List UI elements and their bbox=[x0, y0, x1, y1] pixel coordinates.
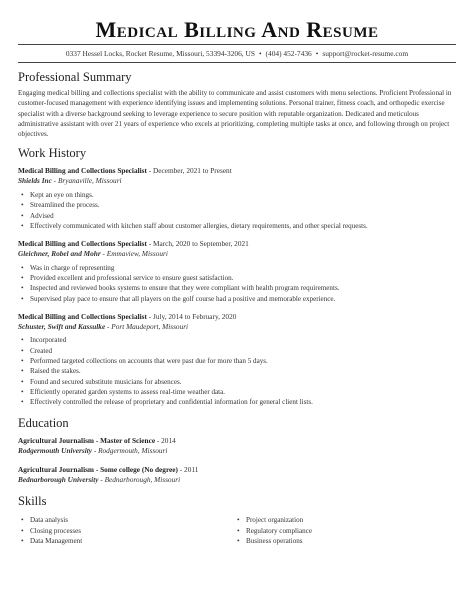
job-title: Medical Billing and Collections Specialist bbox=[18, 311, 147, 321]
school-location: - Rodgermouth, Missouri bbox=[92, 446, 168, 456]
work-history-section bbox=[18, 146, 456, 407]
list-item: • Performed targeted collections on accounts that were past due for more than 5 days. bbox=[18, 356, 456, 366]
list-item: • Raised the stakes. bbox=[18, 366, 456, 376]
list-item: • Efficiently operated garden systems to assess real-time weather data. bbox=[18, 387, 456, 397]
list-item: • Data Management bbox=[18, 536, 234, 546]
education-heading: Education bbox=[18, 416, 69, 431]
list-item: • Data analysis bbox=[18, 515, 234, 525]
list-item: • Incorporated bbox=[18, 335, 456, 345]
school-location: - Bednarborough, Missouri bbox=[98, 474, 181, 484]
employer-name: Gleichner, Robel and Mohr bbox=[18, 249, 101, 259]
job-dates: - July, 2014 to February, 2020 bbox=[146, 311, 237, 321]
degree-year: - 2011 bbox=[177, 464, 199, 474]
contact-email[interactable]: support@rocket-resume.com bbox=[322, 49, 409, 58]
degree-title: Agricultural Journalism - Master of Science bbox=[18, 436, 156, 446]
list-item: • Inspected and reviewed books systems to ensure that they were compliant with health program requirements. bbox=[18, 283, 456, 293]
summary-heading: Professional Summary bbox=[18, 70, 132, 84]
work-history-heading: Work History bbox=[18, 146, 87, 161]
skills-left-column bbox=[18, 515, 234, 546]
list-item: • Created bbox=[18, 346, 456, 356]
contact-phone: (404) 452-7436 bbox=[265, 49, 312, 58]
contact-line bbox=[18, 45, 456, 62]
job-entry bbox=[18, 312, 456, 408]
list-item: • Advised bbox=[18, 211, 456, 221]
list-item: • Supervised play pace to ensure that all players on the golf course had a positive and memorable experience. bbox=[18, 294, 456, 304]
list-item: • Regulatory compliance bbox=[234, 526, 450, 536]
contact-separator: • bbox=[315, 49, 319, 58]
job-bullets bbox=[18, 335, 456, 407]
summary-text: Engaging medical billing and collections specialist with the ability to communicate and assist customers with menu selections. Proficient Professional in customer-focused management with experience identifying issues and implementing solutions. Personal trainer, fitness coach, and orthopedic exercise specialist with a diverse background seeking to leverage experience to secure position with reputable organization. Dedicated and meticulous administrative assistant with over 21 years of experience who excels at prioritizing, completing multiple tasks at once, and following through on project objectives. bbox=[18, 89, 452, 139]
skills-columns bbox=[18, 512, 456, 546]
education-entry bbox=[18, 436, 456, 457]
employer-location: - Emmaview, Missouri bbox=[100, 249, 168, 259]
list-item: • Effectively communicated with kitchen staff about customer allergies, dietary requirements, and other special requests. bbox=[18, 221, 456, 231]
school-name: Rodgermouth University bbox=[18, 446, 92, 456]
skills-heading: Skills bbox=[18, 494, 47, 509]
job-bullets bbox=[18, 190, 456, 231]
employer-name: Schuster, Swift and Kassulke bbox=[18, 321, 106, 331]
list-item: • Was in charge of representing bbox=[18, 263, 456, 273]
skills-section bbox=[18, 494, 456, 546]
header-bottom-rule bbox=[18, 62, 456, 63]
job-entry bbox=[18, 166, 456, 231]
summary-section bbox=[18, 70, 456, 139]
list-item: • Provided excellent and professional service to ensure guest satisfaction. bbox=[18, 273, 456, 283]
contact-address: 0337 Hessel Locks, Rocket Resume, Missouri, 53394-3206, US bbox=[65, 49, 255, 58]
employer-name: Shields Inc bbox=[18, 176, 52, 186]
job-entry bbox=[18, 239, 456, 304]
list-item: • Found and secured substitute musicians for absences. bbox=[18, 377, 456, 387]
education-section bbox=[18, 416, 456, 485]
list-item: • Closing processes bbox=[18, 526, 234, 536]
list-item: • Effectively controlled the release of proprietary and confidential information for general client lists. bbox=[18, 397, 456, 407]
education-entry bbox=[18, 465, 456, 486]
list-item: • Business operations bbox=[234, 536, 450, 546]
list-item: • Streamlined the process. bbox=[18, 200, 456, 210]
job-title: Medical Billing and Collections Specialist bbox=[18, 166, 147, 176]
skills-right-column bbox=[234, 515, 450, 546]
degree-year: - 2014 bbox=[155, 436, 176, 446]
school-name: Bednarborough University bbox=[18, 474, 99, 484]
candidate-name: Medical Billing And Resume bbox=[95, 17, 379, 42]
employer-location: - Bryanaville, Missouri bbox=[51, 176, 122, 186]
job-dates: - March, 2020 to September, 2021 bbox=[146, 239, 249, 249]
list-item: • Project organization bbox=[234, 515, 450, 525]
degree-title: Agricultural Journalism - Some college (No degree) bbox=[18, 464, 178, 474]
list-item: • Kept an eye on things. bbox=[18, 190, 456, 200]
job-dates: - December, 2021 to Present bbox=[146, 166, 232, 176]
job-title: Medical Billing and Collections Specialist bbox=[18, 239, 147, 249]
job-bullets bbox=[18, 263, 456, 304]
contact-separator: • bbox=[258, 49, 262, 58]
employer-location: - Port Maudeport, Missouri bbox=[105, 321, 189, 331]
